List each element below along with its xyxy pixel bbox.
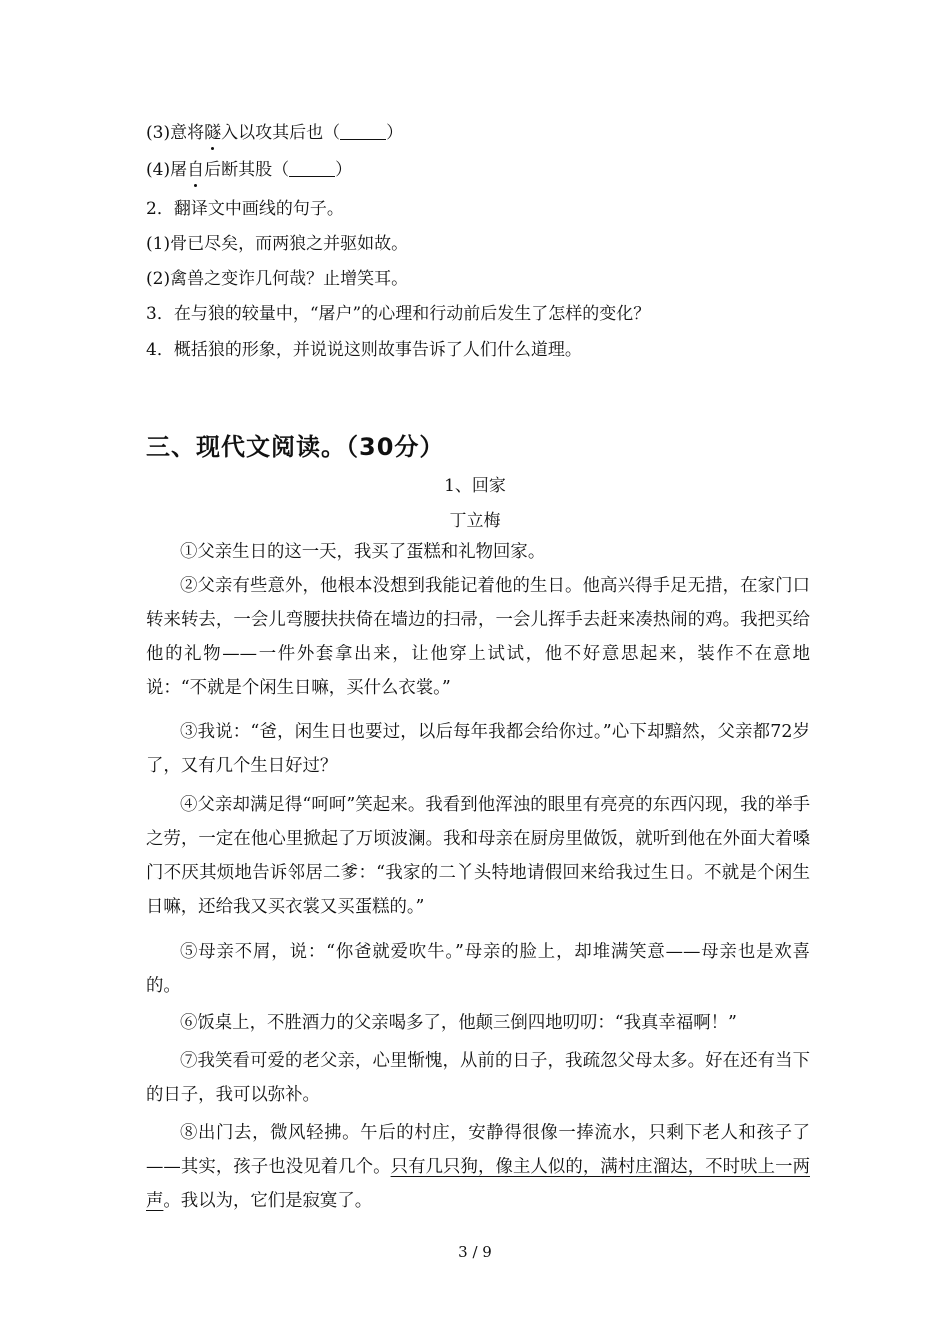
dotted-character: 自 — [187, 160, 205, 180]
paragraph-5: ⑤母亲不屑，说：“你爸就爱吹牛。”母亲的脸上，却堆满笑意——母亲也是欢喜的。 — [146, 942, 810, 996]
article-author: 丁立梅 — [449, 511, 501, 531]
page-number: 3 / 9 — [458, 1243, 492, 1261]
article-title: 1、回家 — [444, 476, 506, 496]
question-1-4: (4)屠自后断其股（ ） — [146, 160, 353, 180]
paragraph-6: ⑥饭桌上，不胜酒力的父亲喝多了，他颠三倒四地叨叨：“我真幸福啊！” — [180, 1013, 737, 1033]
question-2: 2．翻译文中画线的句子。 — [146, 199, 344, 219]
question-1-3: (3)意将隧入以攻其后也（ ） — [146, 123, 404, 143]
paragraph-4: ④父亲却满足得“呵呵”笑起来。我看到他浑浊的眼里有亮亮的东西闪现，我的举手之劳，一定在他心里掀起了万顷波澜。我和母亲在厨房里做饭，就听到他在外面大着嗓门不厌其烦地告诉邻居二爹：“我家的二丫头特地请假回来给我过生日。不就是个闲生日嘛，还给我又买衣裳又买蛋糕的。” — [146, 795, 810, 917]
paragraph-7: ⑦我笑看可爱的老父亲，心里惭愧，从前的日子，我疏忽父母太多。好在还有当下的日子，我可以弥补。 — [146, 1051, 810, 1105]
paragraph-3: ③我说：“爸，闲生日也要过，以后每年我都会给你过。”心下却黯然，父亲都72岁了，又有几个生日好过？ — [146, 722, 810, 776]
question-3: 3．在与狼的较量中，“屠户”的心理和行动前后发生了怎样的变化？ — [146, 304, 651, 324]
paragraph-1: ①父亲生日的这一天，我买了蛋糕和礼物回家。 — [180, 542, 546, 562]
answer-blank[interactable] — [340, 123, 386, 140]
question-2-1: (1)骨已尽矣，而两狼之并驱如故。 — [146, 234, 409, 254]
question-4: 4．概括狼的形象，并说说这则故事告诉了人们什么道理。 — [146, 340, 582, 360]
section-heading: 三、现代文阅读。（30分） — [146, 433, 445, 461]
question-2-2: (2)禽兽之变诈几何哉？止增笑耳。 — [146, 269, 409, 289]
dotted-character: 隧 — [204, 123, 222, 143]
underlined-sentence: 只有几只狗，像主人似的，满村庄溜达，不时吠上一两声 — [146, 1157, 810, 1211]
answer-blank[interactable] — [289, 160, 335, 177]
paragraph-8: ⑧出门去，微风轻拂。午后的村庄，安静得很像一捧流水，只剩下老人和孩子了——其实，孩子也没见着几个。只有几只狗，像主人似的，满村庄溜达，不时吠上一两声。我以为，它们是寂寞了。 — [146, 1123, 810, 1211]
paragraph-2: ②父亲有些意外，他根本没想到我能记着他的生日。他高兴得手足无措，在家门口转来转去，一会儿弯腰扶扶倚在墙边的扫帚，一会儿挥手去赶来凑热闹的鸡。我把买给他的礼物——一件外套拿出来，让他穿上试试，他不好意思起来，装作不在意地说：“不就是个闲生日嘛，买什么衣裳。” — [146, 576, 810, 698]
